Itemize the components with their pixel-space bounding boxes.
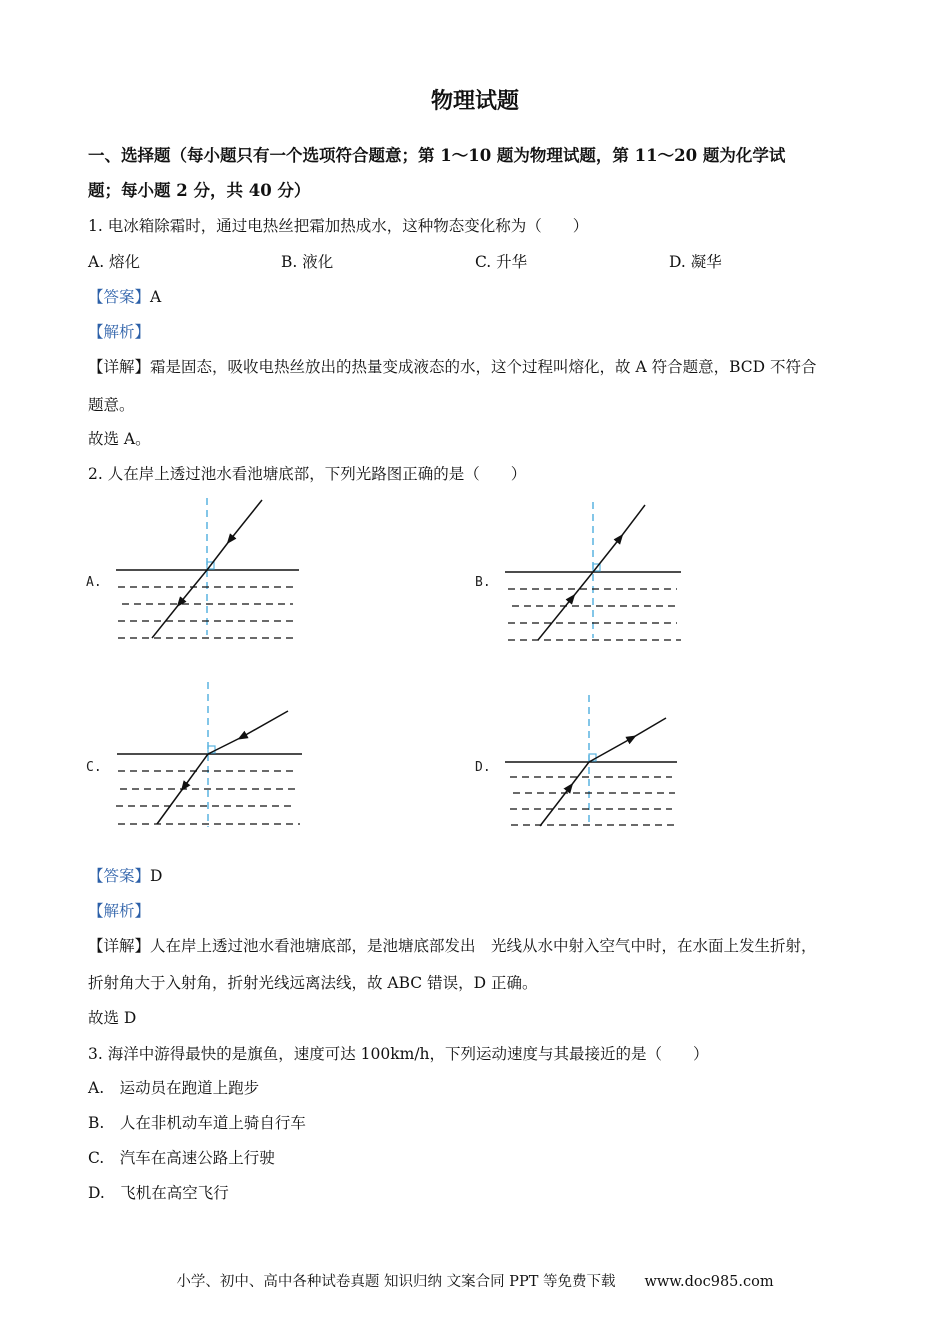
q3-option-d: D. 飞机在高空飞行 <box>88 1184 229 1202</box>
incident-ray <box>242 711 288 737</box>
diagram-a-label: A. <box>86 575 102 590</box>
incident-ray <box>572 572 593 598</box>
refracted-ray <box>620 505 645 538</box>
q1-option-c: C. 升华 <box>475 253 528 271</box>
page-title: 物理试题 <box>430 88 519 114</box>
incident-ray <box>230 500 262 540</box>
q1-option-d: D. 凝华 <box>669 253 722 271</box>
q1-conclusion: 故选 A。 <box>88 430 151 448</box>
q1-analysis-tag: 【解析】 <box>88 323 151 341</box>
refracted-ray <box>593 538 620 572</box>
detail-text: 人在岸上透过池水看池塘底部，是池塘底部发出 光线从水中射入空气中时，在水面上发生折射， <box>150 937 817 955</box>
diagram-b-label: B. <box>475 575 491 590</box>
detail-text: 霜是固态，吸收电热丝放出的热量变成液态的水，这个过程叫熔化，故 A 符合题意，BCD 不符合 <box>150 358 817 376</box>
diagram-d-label: D. <box>475 760 491 775</box>
incident-ray <box>207 540 230 570</box>
q2-diagrams <box>0 490 950 845</box>
answer-tag: 【答案】 <box>88 288 151 306</box>
diagram-c <box>86 682 302 827</box>
q2-analysis-tag: 【解析】 <box>88 902 151 920</box>
q2-conclusion: 故选 D <box>88 1009 137 1027</box>
section-heading-line2: 题；每小题 2 分，共 40 分） <box>88 181 311 200</box>
answer-value: A <box>150 288 162 306</box>
refracted-ray <box>589 738 632 762</box>
answer-value: D <box>150 867 163 885</box>
refracted-ray <box>632 718 666 738</box>
q1-detail-line2: 题意。 <box>88 396 135 414</box>
q1-option-b: B. 液化 <box>281 253 334 271</box>
q1-detail-line1 <box>88 355 816 377</box>
q3-option-a: A. 运动员在跑道上跑步 <box>88 1079 260 1097</box>
page-footer: 小学、初中、高中各种试卷真题 知识归纳 文案合同 PPT 等免费下载 www.doc985.com <box>176 1274 774 1290</box>
q2-stem: 2. 人在岸上透过池水看池塘底部，下列光路图正确的是（ ） <box>88 465 527 483</box>
q1-stem: 1. 电冰箱除霜时，通过电热丝把霜加热成水，这种物态变化称为（ ） <box>88 217 589 235</box>
q1-option-a: A. 熔化 <box>88 253 141 271</box>
incident-ray <box>570 762 589 787</box>
q2-detail-line2: 折射角大于入射角，折射光线远离法线，故 ABC 错误，D 正确。 <box>88 974 538 992</box>
q2-answer <box>88 864 162 886</box>
q3-stem: 3. 海洋中游得最快的是旗鱼，速度可达 100km/h，下列运动速度与其最接近的是（ ） <box>88 1045 709 1063</box>
answer-tag: 【答案】 <box>88 867 151 885</box>
q3-option-c: C. 汽车在高速公路上行驶 <box>88 1149 275 1167</box>
diagram-a <box>86 498 299 638</box>
q1-answer <box>88 285 161 307</box>
section-heading-line1: 一、选择题（每小题只有一个选项符合题意；第 1～10 题为物理试题，第 11～20 题为化学试 <box>88 146 786 165</box>
diagram-b <box>475 502 681 640</box>
detail-tag: 【详解】 <box>88 358 151 376</box>
q3-option-b: B. 人在非机动车道上骑自行车 <box>88 1114 306 1132</box>
diagram-d <box>475 695 677 827</box>
q2-detail-line1 <box>88 934 817 956</box>
incident-ray <box>538 598 572 640</box>
detail-tag: 【详解】 <box>88 937 151 955</box>
diagram-c-label: C. <box>86 760 102 775</box>
